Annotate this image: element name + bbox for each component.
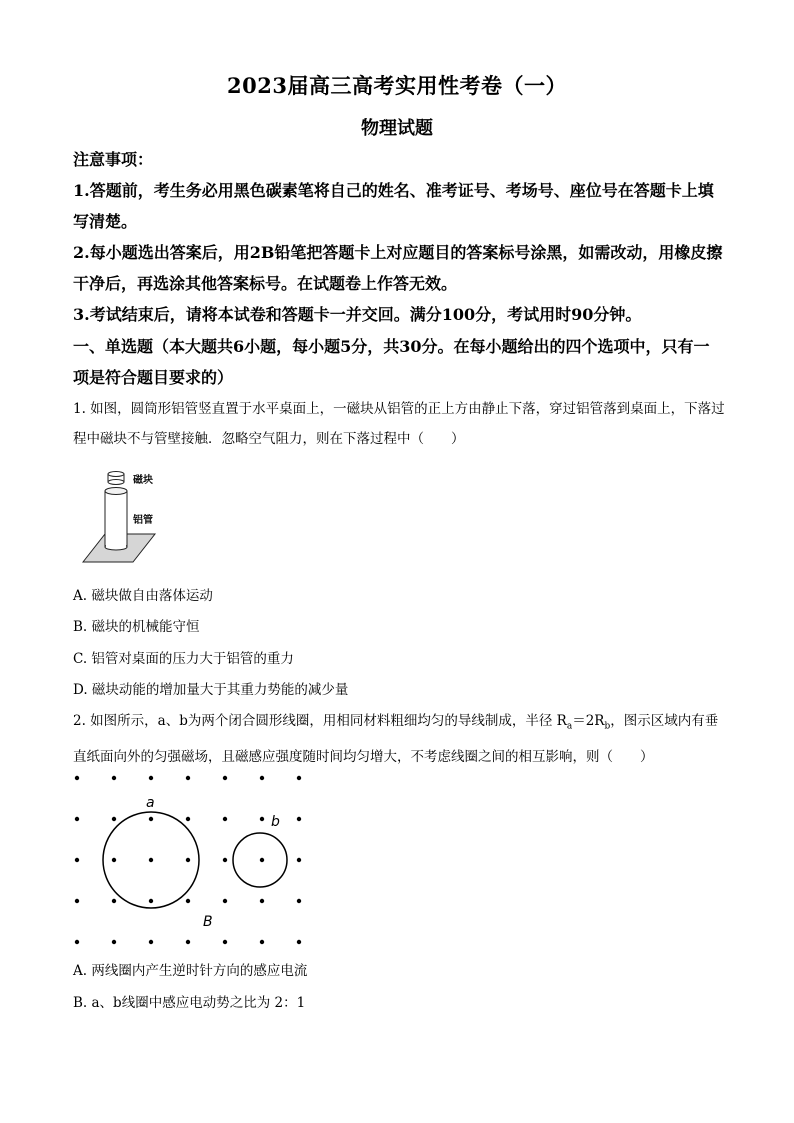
coil-b-label: b	[271, 814, 280, 830]
exam-subtitle: 物理试题	[361, 118, 433, 139]
field-dot	[186, 940, 190, 944]
field-dot	[149, 817, 153, 821]
field-dot	[223, 776, 227, 780]
q2-option-b[interactable]: B. a、b线圈中感应电动势之比为 2：1	[73, 995, 306, 1011]
magnetic-field-figure	[60, 770, 320, 955]
field-dot	[260, 776, 264, 780]
field-dot	[149, 940, 153, 944]
field-dot	[186, 858, 190, 862]
field-dot	[260, 817, 264, 821]
field-dot	[297, 899, 301, 903]
field-dot	[112, 817, 116, 821]
field-dot	[223, 899, 227, 903]
field-dot-grid	[75, 776, 301, 944]
tube-label: 铝管	[133, 515, 153, 526]
field-dot	[186, 776, 190, 780]
q1-option-d[interactable]: D. 磁块动能的增加量大于其重力势能的减少量	[73, 682, 349, 698]
q2-option-a[interactable]: A. 两线圈内产生逆时针方向的感应电流	[73, 963, 308, 979]
magnet-tube-figure	[75, 465, 185, 570]
field-dot	[260, 899, 264, 903]
coil-a-label: a	[146, 795, 155, 811]
field-dot	[223, 940, 227, 944]
notice-heading: 注意事项：	[73, 150, 154, 169]
field-dot	[75, 858, 79, 862]
field-dot	[112, 858, 116, 862]
field-dot	[112, 940, 116, 944]
field-dot	[75, 776, 79, 780]
field-dot	[75, 940, 79, 944]
question-1-stem: 1. 如图，圆筒形铝管竖直置于水平桌面上，一磁块从铝管的正上方由静止下落，穿过铝管落到桌面上，下落过程中磁块不与管壁接触．忽略空气阻力，则在下落过程中（ ）	[73, 401, 725, 447]
field-dot	[297, 817, 301, 821]
field-dot	[297, 940, 301, 944]
aluminum-tube	[105, 491, 127, 547]
field-dot	[186, 899, 190, 903]
question-2-stem: 2. 如图所示，a、b为两个闭合圆形线圈，用相同材料粗细均匀的导线制成，半径 $R_a=2R_b$，图示区域内有垂直纸面向外的匀强磁场，且磁感应强度随时间均匀增大，不考虑线圈之间的相互影响，则（ ）	[73, 713, 719, 765]
q1-option-b[interactable]: B. 磁块的机械能守恒	[73, 619, 200, 635]
notice-item-3: 3.考试结束后，请将本试卷和答题卡一并交回。满分100分，考试用时90分钟。	[73, 305, 642, 324]
subscript-a: a	[566, 721, 573, 732]
field-dot	[186, 817, 190, 821]
exam-title: 2023届高三高考实用性考卷（一）	[227, 73, 567, 98]
field-dot	[149, 899, 153, 903]
field-dot	[297, 776, 301, 780]
field-dot	[112, 776, 116, 780]
field-dot	[223, 858, 227, 862]
q1-option-a[interactable]: A. 磁块做自由落体运动	[73, 588, 213, 604]
field-dot	[260, 858, 264, 862]
field-dot	[75, 899, 79, 903]
q1-option-c[interactable]: C. 铝管对桌面的压力大于铝管的重力	[73, 651, 294, 667]
notice-item-2: 2.每小题选出答案后，用2B铅笔把答题卡上对应题目的答案标号涂黑，如需改动，用橡皮擦干净后，再选涂其他答案标号。在试题卷上作答无效。	[73, 243, 723, 293]
subscript-b: b	[604, 721, 611, 732]
field-dot	[112, 899, 116, 903]
field-b-label: B	[203, 914, 213, 930]
field-dot	[297, 858, 301, 862]
field-dot	[223, 817, 227, 821]
magnet-label: 磁块	[133, 475, 153, 486]
field-dot	[149, 776, 153, 780]
field-dot	[260, 940, 264, 944]
notice-item-1: 1.答题前，考生务必用黑色碳素笔将自己的姓名、准考证号、考场号、座位号在答题卡上填写清楚。	[73, 181, 714, 231]
field-dot	[75, 817, 79, 821]
field-dot	[149, 858, 153, 862]
section-heading: 一、单选题（本大题共6小题，每小题5分，共30分。在每小题给出的四个选项中，只有一项是符合题目要求的）	[73, 337, 710, 387]
